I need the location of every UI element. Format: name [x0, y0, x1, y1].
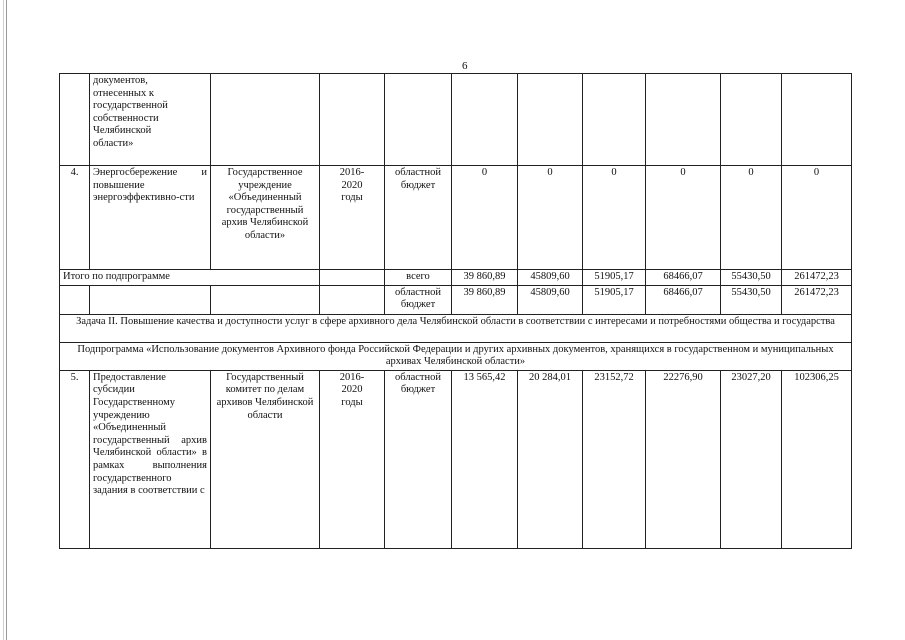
cell-value: 0 — [646, 166, 721, 270]
cell-value — [518, 74, 583, 166]
cell-value: 13 565,42 — [452, 370, 518, 548]
cell-name: документов, отнесенных к государственной собственности Челябинской области» — [90, 74, 211, 166]
cell-value: 261472,23 — [782, 270, 852, 286]
cell-period — [320, 285, 385, 314]
table-row-continuation — [60, 74, 852, 166]
cell-source: областной бюджет — [385, 285, 452, 314]
cell-value: 102306,25 — [782, 370, 852, 548]
cell-executor: Государственное учреждение «Объединенный государственный архив Челябинской области» — [211, 166, 320, 270]
cell-num: 5. — [60, 370, 90, 548]
page-edge-shadow — [3, 0, 4, 640]
cell-num — [60, 285, 90, 314]
cell-value: 0 — [721, 166, 782, 270]
cell-value: 0 — [583, 166, 646, 270]
table-row-5 — [60, 370, 852, 548]
cell-executor — [211, 285, 320, 314]
cell-value: 0 — [452, 166, 518, 270]
page-edge — [6, 0, 7, 640]
subprogram-heading: Подпрограмма «Использование документов Архивного фонда Российской Федерации и других архивных документов, хранящихся в государственном и муниципальных архивах Челябинской области» — [60, 342, 852, 370]
cell-value: 23027,20 — [721, 370, 782, 548]
cell-value: 68466,07 — [646, 270, 721, 286]
cell-value — [782, 74, 852, 166]
cell-num: 4. — [60, 166, 90, 270]
cell-total-label: Итого по подпрограмме — [60, 270, 320, 286]
table-row-total-regional — [60, 285, 852, 314]
cell-executor: Государственный комитет по делам архивов Челябинской области — [211, 370, 320, 548]
cell-source: всего — [385, 270, 452, 286]
program-table — [59, 73, 852, 549]
cell-value: 39 860,89 — [452, 285, 518, 314]
cell-value — [452, 74, 518, 166]
cell-source: областной бюджет — [385, 370, 452, 548]
cell-value: 55430,50 — [721, 285, 782, 314]
table-row-total-all — [60, 270, 852, 286]
cell-value: 0 — [782, 166, 852, 270]
cell-value: 68466,07 — [646, 285, 721, 314]
cell-source — [385, 74, 452, 166]
cell-value — [646, 74, 721, 166]
cell-name: Энергосбережение и повышение энергоэффективно-сти — [90, 166, 211, 270]
cell-value — [721, 74, 782, 166]
cell-value: 23152,72 — [583, 370, 646, 548]
cell-value: 22276,90 — [646, 370, 721, 548]
cell-name: Предоставление субсидии Государственному учреждению «Объединенный государственный архив Челябинской области» в рамках выполнения государственного задания в соответствии с — [90, 370, 211, 548]
cell-executor — [211, 74, 320, 166]
cell-value: 55430,50 — [721, 270, 782, 286]
cell-value: 45809,60 — [518, 285, 583, 314]
cell-period: 2016- 2020 годы — [320, 166, 385, 270]
cell-num — [60, 74, 90, 166]
table-row-4 — [60, 166, 852, 270]
cell-value: 20 284,01 — [518, 370, 583, 548]
cell-value: 0 — [518, 166, 583, 270]
table-row-subprogram-heading — [60, 342, 852, 370]
cell-period — [320, 74, 385, 166]
cell-value: 39 860,89 — [452, 270, 518, 286]
cell-source: областной бюджет — [385, 166, 452, 270]
task-heading: Задача II. Повышение качества и доступности услуг в сфере архивного дела Челябинской области в соответствии с интересами и потребностями общества и государства — [60, 314, 852, 342]
table-row-task-heading — [60, 314, 852, 342]
cell-value: 51905,17 — [583, 285, 646, 314]
cell-value: 45809,60 — [518, 270, 583, 286]
cell-value: 261472,23 — [782, 285, 852, 314]
cell-period — [320, 270, 385, 286]
cell-value: 51905,17 — [583, 270, 646, 286]
page-number: 6 — [462, 60, 468, 72]
cell-name — [90, 285, 211, 314]
cell-value — [583, 74, 646, 166]
cell-period: 2016- 2020 годы — [320, 370, 385, 548]
